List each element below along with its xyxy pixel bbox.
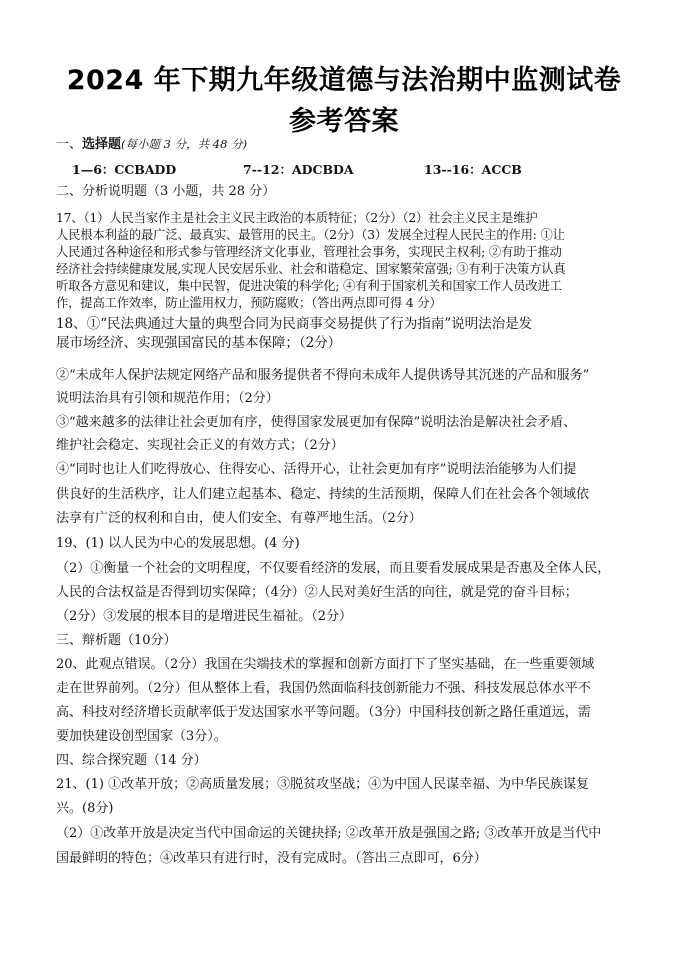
page-subtitle: 参考答案: [289, 106, 399, 137]
q21-line: 兴。(8分): [56, 801, 114, 816]
choice-answers-1: 1—6：CCBADD: [72, 162, 177, 177]
q20-line: 20、此观点错误。（2分）我国在尖端技术的掌握和创新方面打下了坚实基础，在一些重要领域: [56, 657, 595, 672]
section1-name: 选择题: [82, 137, 122, 152]
q17-line: 人民通过各种途径和形式参与管理经济文化事业，管理社会事务，实现民主权利; ②有助于推动: [56, 245, 562, 259]
q17-line: 人民根本利益的最广泛、最真实、最管用的民主。（2分）（3）发展全过程人民民主的作用: ①让: [56, 228, 565, 242]
q18-line: 说明法治具有引领和规范作用；（2分）: [56, 391, 279, 406]
q18-line: ②“未成年人保护法规定网络产品和服务提供者不得向未成年人提供诱导其沉迷的产品和服务”: [56, 368, 590, 383]
q18-line: 展市场经济、实现强国富民的基本保障；（2分）: [56, 335, 342, 351]
q19-line: （2分）③发展的根本目的是增进民生福祉。（2分）: [56, 609, 353, 624]
q17-line: 17、（1）人民当家作主是社会主义民主政治的本质特征；（2分）（2）社会主义民主是维护: [56, 211, 538, 225]
q19-line: 人民的合法权益是否得到切实保障；（4分）②人民对美好生活的向往，就是党的奋斗目标；: [56, 585, 578, 600]
q18-line: ③“越来越多的法律让社会更加有序，使得国家发展更加有保障”说明法治是解决社会矛盾、: [56, 415, 577, 430]
q21-line: （2）①改革开放是决定当代中国命运的关键抉择; ②改革开放是强国之路; ③改革开放是当代中: [56, 826, 602, 841]
q18-line: 维护社会稳定、实现社会正义的有效方式；（2分）: [56, 438, 344, 453]
q20-line: 高、科技对经济增长贡献率低于发达国家水平等问题。（3分）中国科技创新之路任重道远，需: [56, 705, 591, 720]
q18-line: 供良好的生活秩序，让人们建立起基本、稳定、持续的生活预期，保障人们在社会各个领域依: [56, 487, 590, 502]
q17-line: 听取各方意见和建议，集中民智，促进决策的科学化; ④有利于国家机关和国家工作人员改进工: [56, 279, 562, 293]
q19-line: 19、(1) 以人民为中心的发展思想。(4 分): [56, 536, 300, 551]
section4-heading: 四、综合探究题（14 分）: [56, 753, 207, 768]
q17-line: 经济社会持续健康发展,实现人民安居乐业、社会和谐稳定、国家繁荣富强; ③有利于决策方认真: [56, 262, 566, 276]
q18-line: ④“同时也让人们吃得放心、住得安心、活得开心，让社会更加有序”说明法治能够为人们提: [56, 462, 577, 477]
section2-heading: 二、分析说明题（3 小题，共 28 分）: [56, 184, 276, 199]
section1-number: 一、: [56, 137, 83, 152]
section1-heading: [56, 136, 640, 153]
q21-line: 国最鲜明的特色；④改革只有进行时，没有完成时。（答出三点即可，6分）: [56, 851, 487, 866]
q20-line: 走在世界前列。（2分）但从整体上看，我国仍然面临科技创新能力不强、科技发展总体水平不: [56, 681, 591, 696]
q20-line: 要加快建设创型国家（3分）。: [56, 729, 227, 744]
q18-line: 法享有广泛的权利和自由，使人们安全、有尊严地生活。（2分）: [56, 511, 422, 526]
q17-line: 作，提高工作效率，防止滥用权力，预防腐败；（答出两点即可得 4 分）: [56, 296, 442, 310]
q21-line: 21、(1) ①改革开放；②高质量发展；③脱贫攻坚战；④为中国人民谋幸福、为中华民族谋复: [56, 777, 590, 792]
q18-line: 18、①“民法典通过大量的典型合同为民商事交易提供了行为指南”说明法治是发: [56, 316, 533, 332]
choice-answers-3: 13--16：ACCB: [424, 162, 522, 177]
section3-heading: 三、辩析题（10分）: [56, 633, 177, 648]
choice-answers-2: 7--12：ADCBDA: [243, 162, 354, 177]
page-title: 2024 年下期九年级道德与法治期中监测试卷: [66, 65, 622, 96]
q19-line: （2）①衡量一个社会的文明程度，不仅要看经济的发展，而且要看发展成果是否惠及全体人民，: [56, 561, 611, 576]
section1-hint: (每小题 3 分，共 48 分): [121, 137, 248, 151]
